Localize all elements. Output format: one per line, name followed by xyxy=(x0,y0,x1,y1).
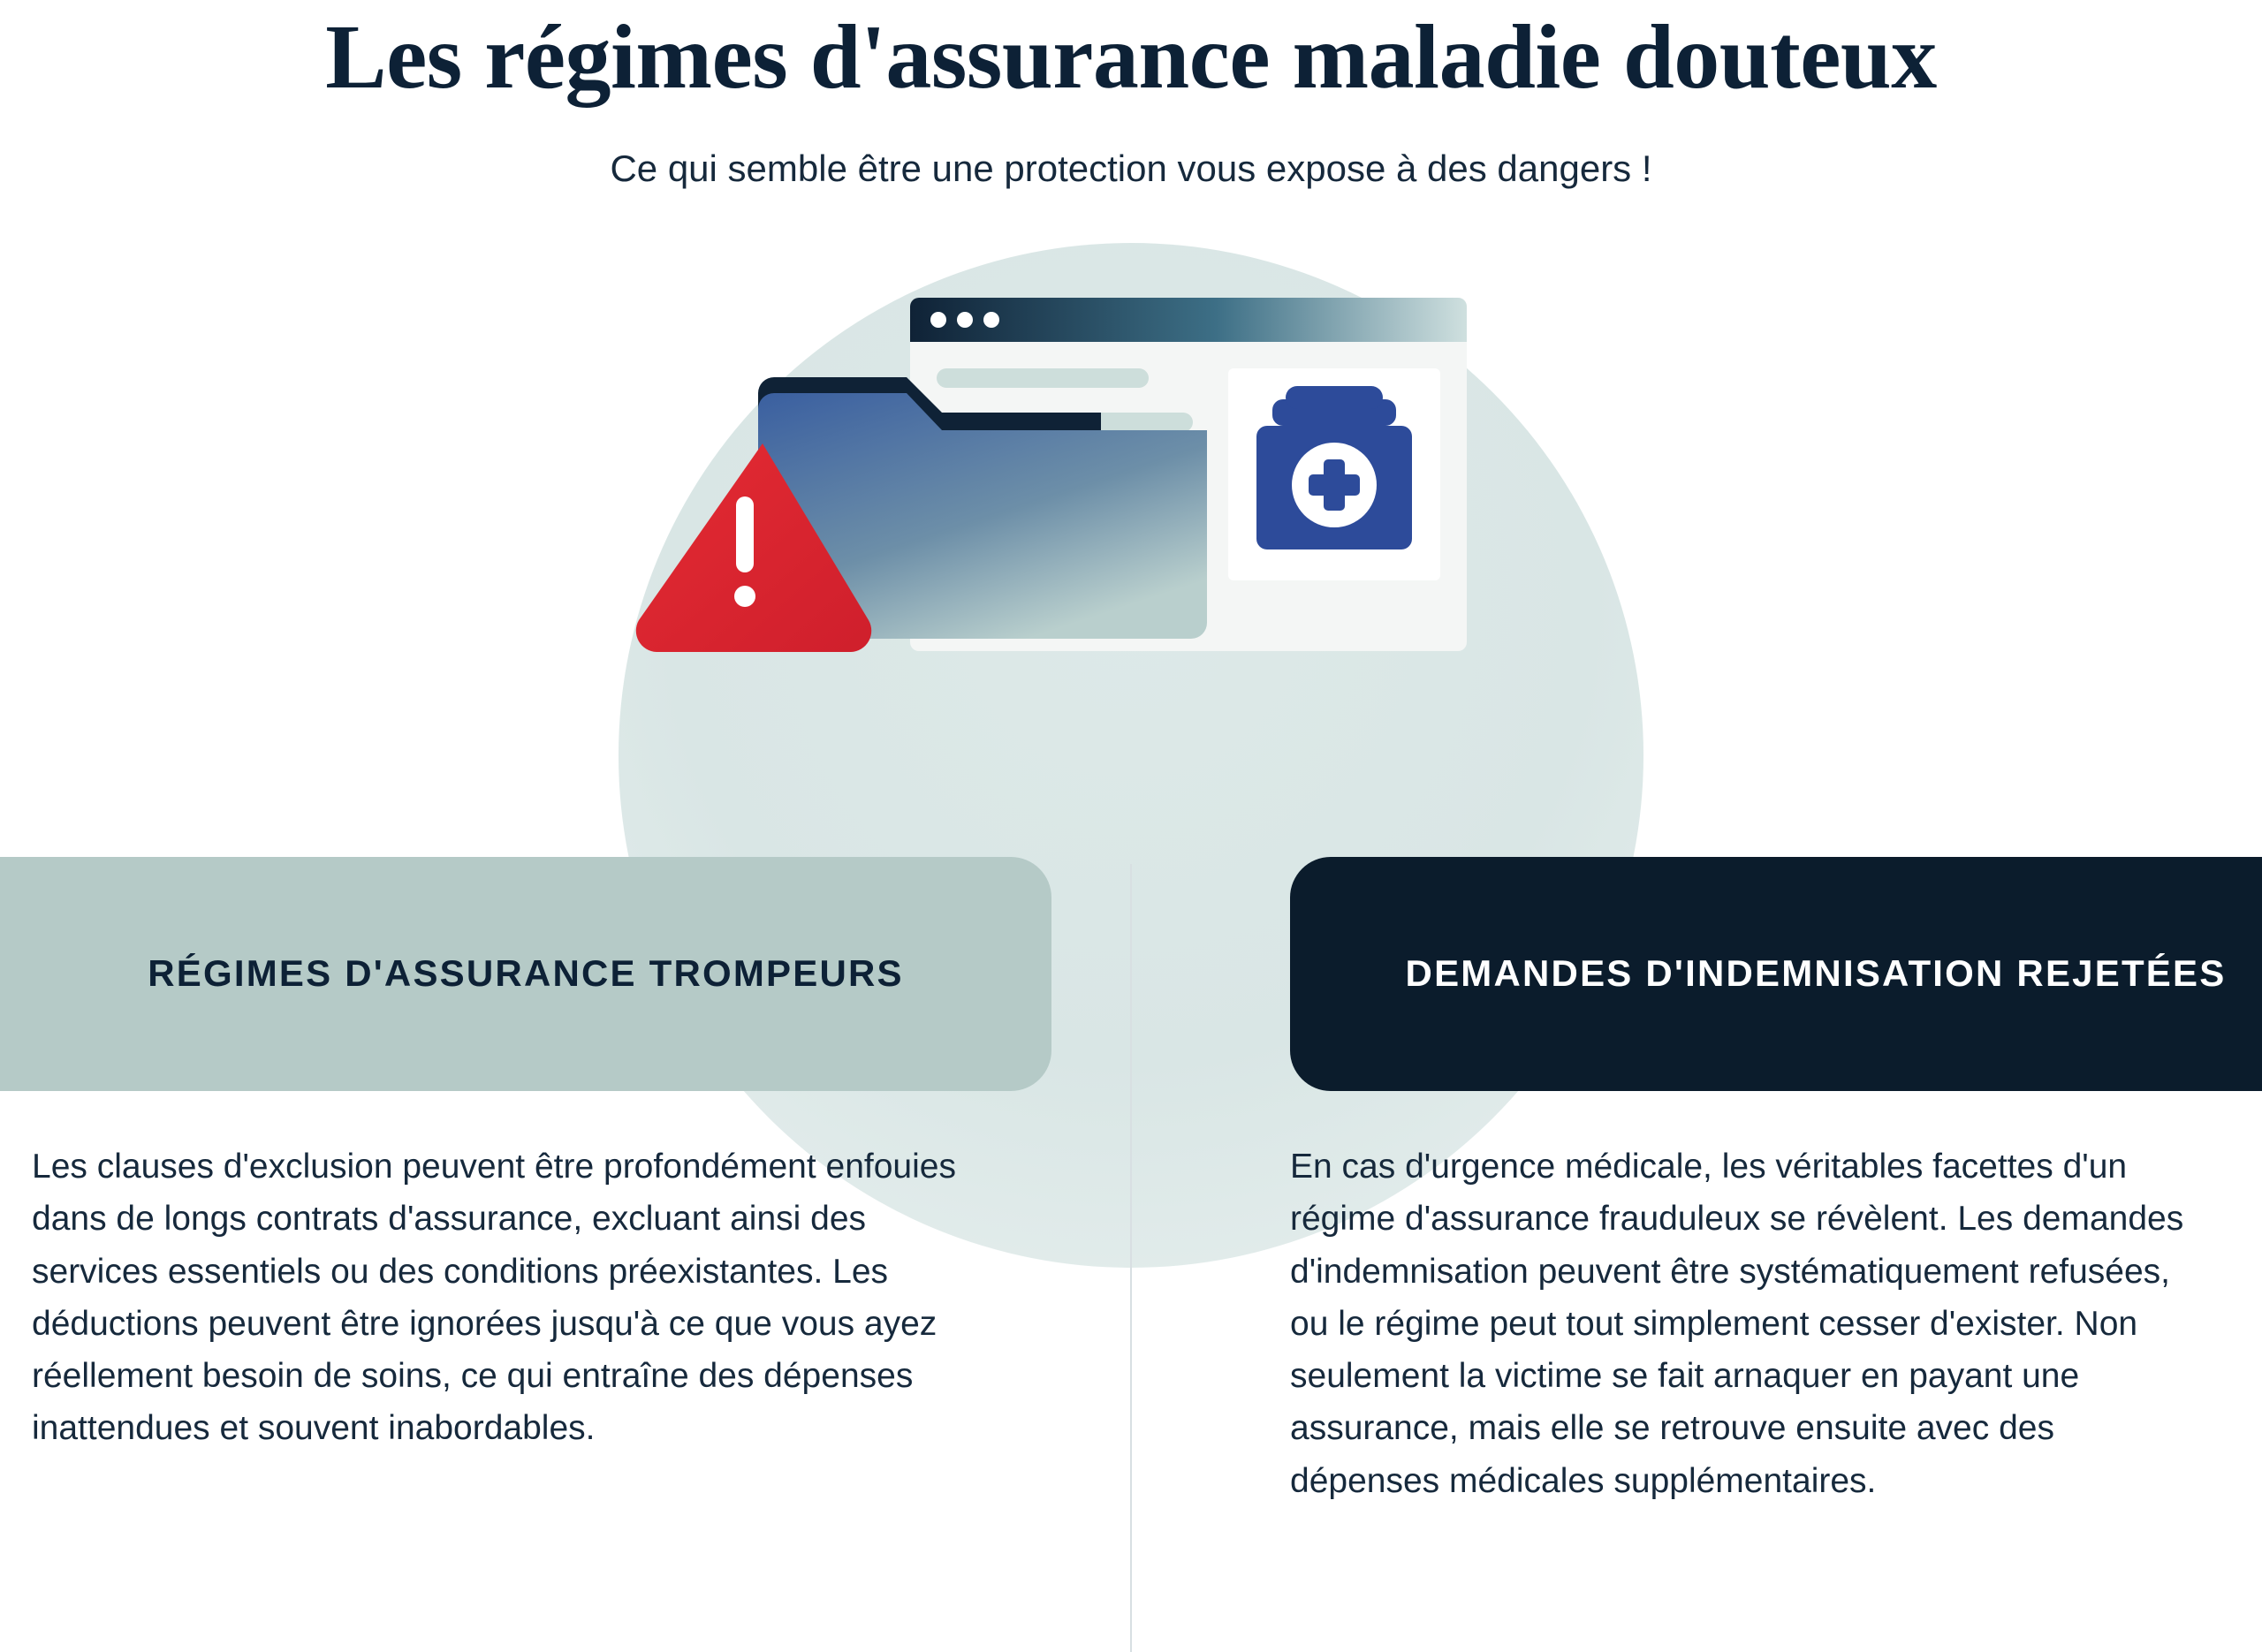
medical-kit-icon xyxy=(1256,386,1412,549)
two-column-section xyxy=(0,857,2262,1542)
page-subtitle: Ce qui semble être une protection vous expose à des dangers ! xyxy=(610,148,1652,190)
body-deceptive-plans: Les clauses d'exclusion peuvent être profondément enfouies dans de longs contrats d'assurance, excluant ainsi des services essentiels ou des conditions préexistantes. Les déductions peuvent être ignorées jusqu'à ce que vous ayez réellement besoin de soins, ce qui entraîne des dépenses inattendues et souvent inabordables. xyxy=(32,1148,956,1448)
banner-deceptive-plans: RÉGIMES D'ASSURANCE TROMPEURS xyxy=(0,857,1051,1091)
column-denied-claims xyxy=(1131,857,2262,1542)
page-title: Les régimes d'assurance maladie douteux xyxy=(325,6,1937,108)
hero-illustration xyxy=(0,227,2262,845)
banner-denied-claims: DEMANDES D'INDEMNISATION REJETÉES xyxy=(1290,857,2262,1091)
body-denied-claims: En cas d'urgence médicale, les véritables facettes d'un régime d'assurance frauduleux se révèlent. Les demandes d'indemnisation peuvent être systématiquement refusées, ou le régime peut tout simplement cesser d'exister. Non seulement la victime se fait arnaquer en payant une assurance, mais elle se retrouve ensuite avec des dépenses médicales supplémentaires. xyxy=(1290,1148,2184,1500)
column-deceptive-plans xyxy=(0,857,1131,1542)
insurance-fraud-illustration xyxy=(619,245,1643,863)
